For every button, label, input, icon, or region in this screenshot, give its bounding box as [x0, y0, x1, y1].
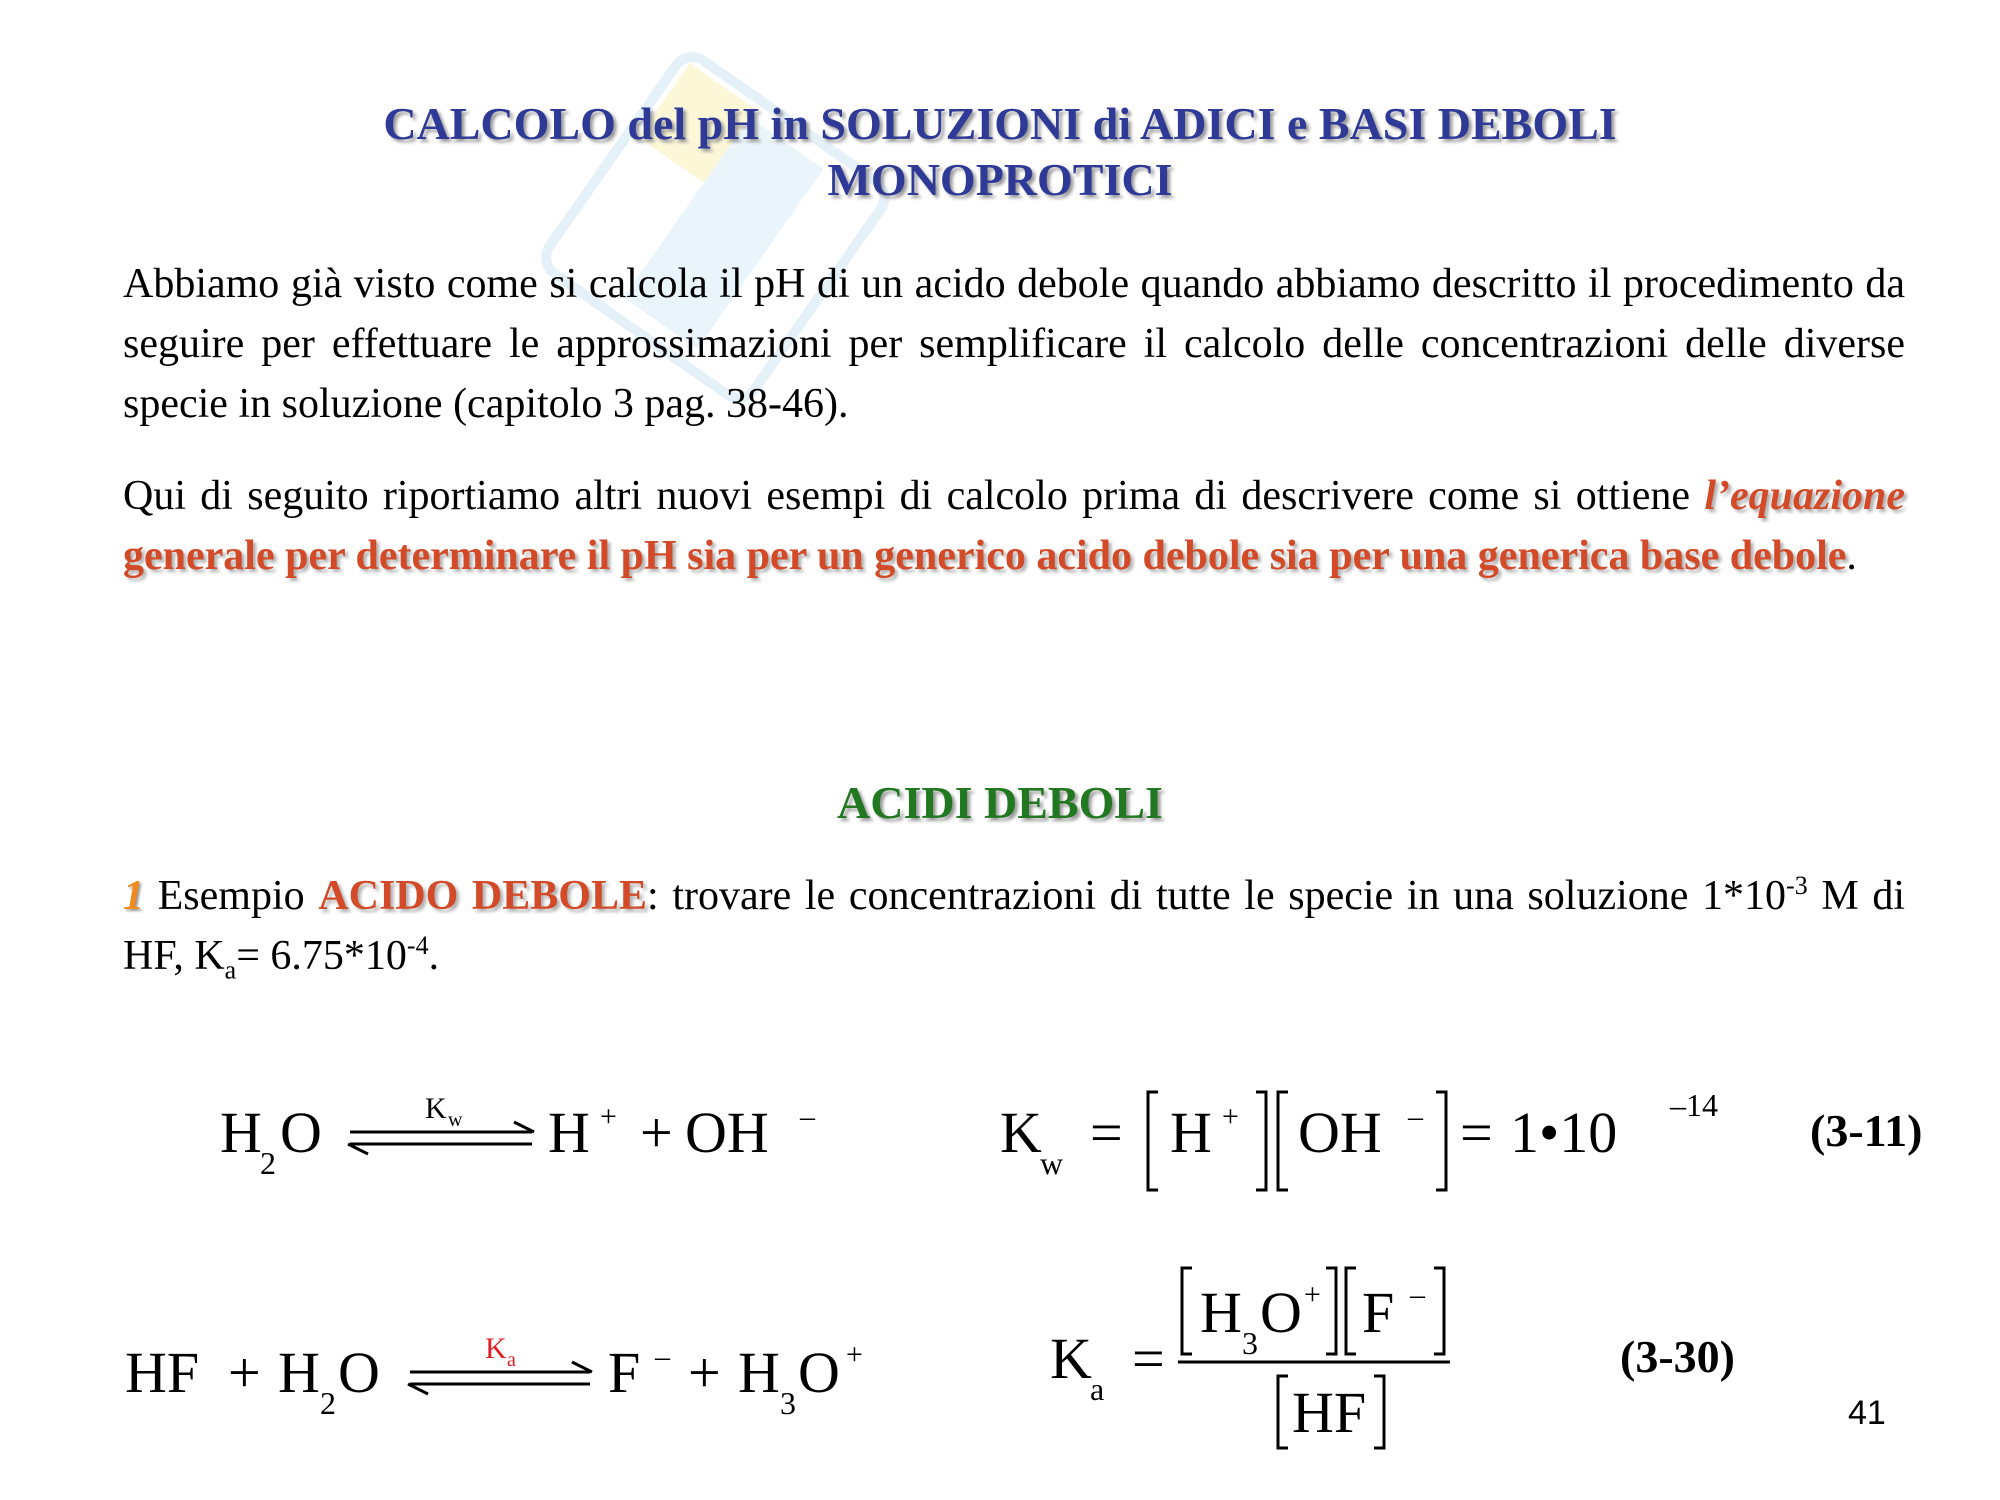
eq1-lhs-sub: 2	[260, 1145, 276, 1181]
ka-expression	[1040, 1260, 1560, 1460]
ka-num-sup: +	[1304, 1278, 1321, 1311]
paragraph-text: Qui di seguito riportiamo altri nuovi esempi di calcolo prima di descrivere come si ottiene	[123, 473, 1705, 519]
bracket-left-oh	[1278, 1092, 1288, 1190]
eq2-h: H	[278, 1340, 320, 1405]
bracket-right-h3o	[1326, 1268, 1336, 1354]
ka-num-f: F	[1362, 1280, 1395, 1345]
example-exp-2: -4	[406, 931, 429, 960]
kw-eq2: =	[1460, 1100, 1493, 1165]
equation-number-3-11: (3-11)	[1810, 1105, 1923, 1156]
kw-value: 1•10	[1510, 1100, 1618, 1165]
hf-equilibrium-equation	[120, 1320, 920, 1440]
example-highlight: ACIDO DEBOLE	[318, 873, 647, 919]
ka-num-f-sup: –	[1410, 1278, 1425, 1311]
eq2-h3o-o: O	[798, 1340, 840, 1405]
highlight-equazione: l’equazione	[1704, 473, 1905, 519]
title-line-1: CALCOLO del pH in SOLUZIONI di ADICI e BASI DEBOLI	[383, 98, 1617, 149]
example-word: Esempio	[144, 873, 319, 919]
ka-num-o: O	[1260, 1280, 1302, 1345]
ka-den: HF	[1292, 1380, 1367, 1445]
eq1-rhs-h: H	[548, 1100, 590, 1165]
ka-num-h: H	[1200, 1280, 1242, 1345]
intro-paragraph: Abbiamo già visto come si calcola il pH di un acido debole quando abbiamo descritto il procedimento da seguire per effettuare le approssimazioni per semplificare il calcolo delle concentrazioni delle diverse specie in soluzione (capitolo 3 pag. 38-46).	[123, 261, 1905, 427]
bracket-left-h3o	[1182, 1268, 1192, 1354]
section-heading: ACIDI DEBOLI	[837, 777, 1163, 828]
example-text-2: M di HF, K	[123, 873, 1906, 979]
example-number: 1	[123, 873, 144, 919]
eq2-f-sup: –	[655, 1340, 670, 1373]
eq1-arrow-label: K	[425, 1092, 447, 1125]
eq1-rhs-oh: OH	[685, 1100, 769, 1165]
eq2-plus2: +	[688, 1340, 721, 1405]
highlight-text: generale per determinare il pH sia per un generico acido debole sia per una generica base debole	[123, 533, 1847, 579]
eq1-lhs-o: O	[280, 1100, 322, 1165]
ka-k-sub: a	[1090, 1371, 1105, 1407]
bracket-left-hf	[1278, 1376, 1288, 1448]
kw-k: K	[1000, 1100, 1042, 1165]
kw-k-sub: w	[1040, 1145, 1064, 1181]
kw-oh: OH	[1298, 1100, 1382, 1165]
title-line-2: MONOPROTICI	[827, 154, 1173, 205]
kw-expression	[990, 1080, 1750, 1210]
example-text-4: .	[428, 933, 440, 979]
bracket-right-oh	[1436, 1092, 1446, 1190]
eq1-rhs-sup1: +	[600, 1100, 617, 1133]
eq2-f: F	[608, 1340, 641, 1405]
second-paragraph	[123, 466, 1905, 586]
page-title	[0, 96, 2000, 208]
example-sub-a: a	[224, 955, 237, 985]
eq2-arrow-label-sub: a	[507, 1349, 516, 1371]
eq2-h3o-sub: 3	[780, 1385, 796, 1421]
kw-h-sup: +	[1222, 1100, 1239, 1133]
bracket-right-h	[1256, 1092, 1266, 1190]
bracket-right-f	[1434, 1268, 1444, 1354]
eq1-lhs-h: H	[220, 1100, 262, 1165]
eq2-sub2: 2	[320, 1385, 336, 1421]
example-text-1: : trovare le concentrazioni di tutte le specie in una soluzione 1*10	[647, 873, 1787, 919]
ka-k: K	[1050, 1326, 1092, 1391]
example-text-3: = 6.75*10	[236, 933, 407, 979]
kw-h: H	[1170, 1100, 1212, 1165]
eq2-arrow-label: K	[485, 1332, 507, 1365]
eq2-o: O	[338, 1340, 380, 1405]
example-exp-1: -3	[1786, 871, 1808, 900]
water-equilibrium-equation	[210, 1080, 850, 1200]
eq2-plus1: +	[228, 1340, 261, 1405]
eq2-hf: HF	[125, 1340, 200, 1405]
ka-eq: =	[1132, 1326, 1165, 1391]
kw-oh-sup: –	[1408, 1100, 1423, 1133]
bracket-right-hf	[1374, 1376, 1384, 1448]
ka-num-sub: 3	[1242, 1325, 1258, 1361]
eq1-arrow-label-sub: w	[448, 1109, 463, 1131]
kw-eq: =	[1090, 1100, 1123, 1165]
eq2-h3o-sup: +	[846, 1338, 863, 1371]
page-number: 41	[1848, 1394, 1886, 1432]
eq1-rhs-sup2: –	[800, 1100, 815, 1133]
example-paragraph	[123, 866, 1905, 986]
eq2-h3o-h: H	[738, 1340, 780, 1405]
bracket-left-h	[1148, 1092, 1158, 1190]
bracket-left-f	[1346, 1268, 1356, 1354]
paragraph-end: .	[1846, 533, 1857, 579]
equation-number-3-30: (3-30)	[1620, 1331, 1735, 1382]
kw-exp: –14	[1670, 1087, 1718, 1123]
eq1-plus: +	[640, 1100, 673, 1165]
